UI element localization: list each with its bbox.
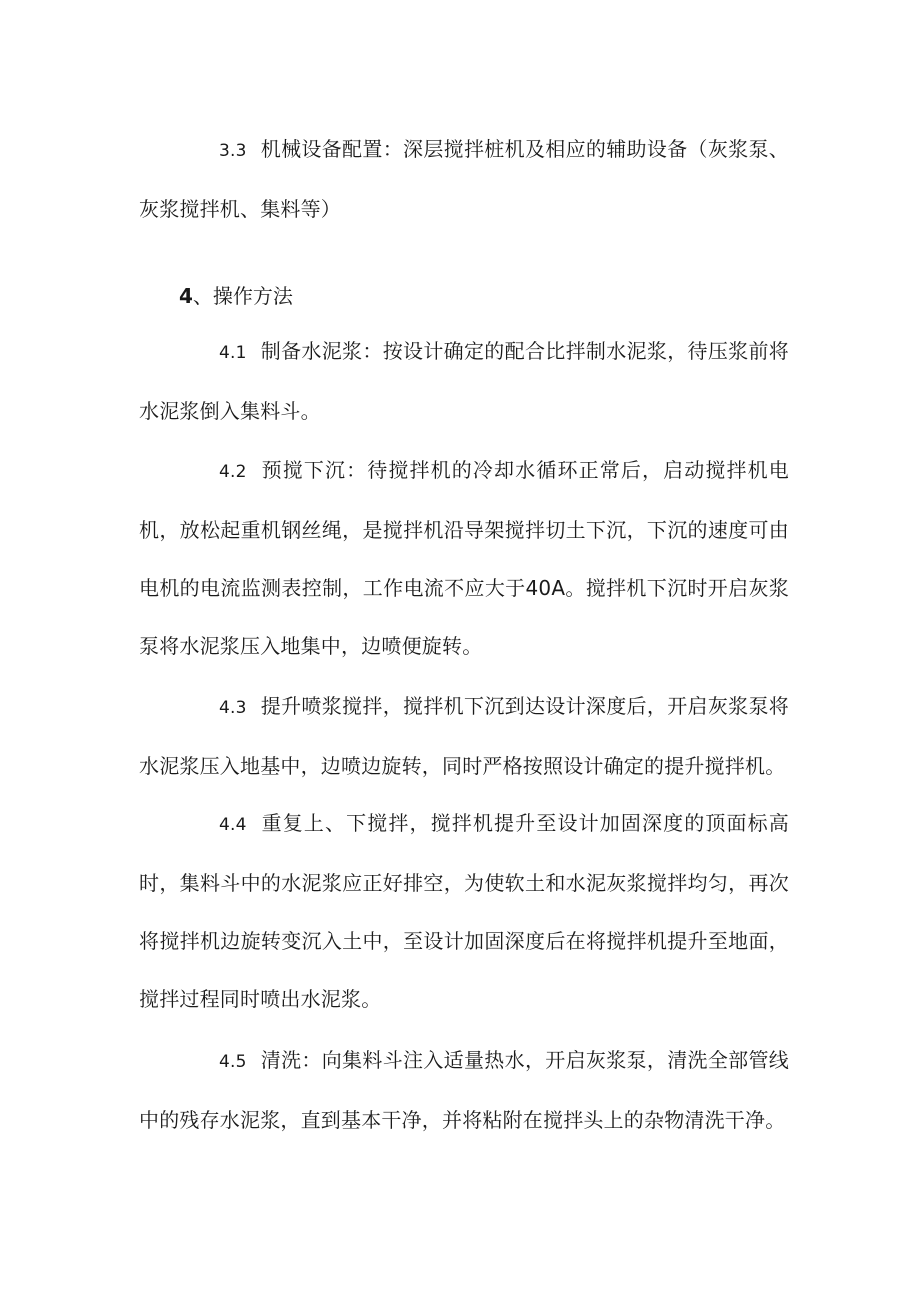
section-number: 4.5 [219,1052,247,1072]
section-text: 提升喷浆搅拌，搅拌机下沉到达设计深度后，开启灰浆泵将水泥浆压入地基中，边喷边旋转，同时严格按照设计确定的提升搅拌机。 [139,694,789,778]
section-4-1 [139,322,789,440]
section-number: 4.1 [219,343,247,363]
section-3-3 [139,120,789,238]
section-text: 重复上、下搅拌，搅拌机提升至设计加固深度的顶面标高时，集料斗中的水泥浆应正好排空，为使软土和水泥灰浆搅拌均匀，再次将搅拌机边旋转变沉入土中，至设计加固深度后在将搅拌机提升至地面，搅拌过程同时喷出水泥浆。 [139,811,789,1011]
section-4-2 [139,441,789,675]
heading-number: 4 [179,284,193,308]
section-text: 清洗：向集料斗注入适量热水，开启灰浆泵，清洗全部管线中的残存水泥浆，直到基本干净，并将粘附在搅拌头上的杂物清洗干净。 [139,1048,789,1132]
section-number: 4.3 [219,698,247,718]
section-number: 4.2 [219,462,247,482]
section-4-5 [139,1031,789,1149]
section-heading-4 [179,281,293,311]
section-text: 预搅下沉：待搅拌机的冷却水循环正常后，启动搅拌机电机，放松起重机钢丝绳，是搅拌机沿导架搅拌切土下沉，下沉的速度可由电机的电流监测表控制，工作电流不应大于40A。搅拌机下沉时开启灰浆泵将水泥浆压入地集中，边喷便旋转。 [139,458,789,658]
heading-text: 、操作方法 [192,284,293,308]
section-4-3 [139,677,789,795]
section-text: 机械设备配置：深层搅拌桩机及相应的辅助设备（灰浆泵、灰浆搅拌机、集料等） [139,137,789,221]
section-text: 制备水泥浆：按设计确定的配合比拌制水泥浆，待压浆前将水泥浆倒入集料斗。 [139,339,789,423]
section-number: 3.3 [219,141,247,161]
section-number: 4.4 [219,815,247,835]
section-4-4 [139,794,789,1028]
